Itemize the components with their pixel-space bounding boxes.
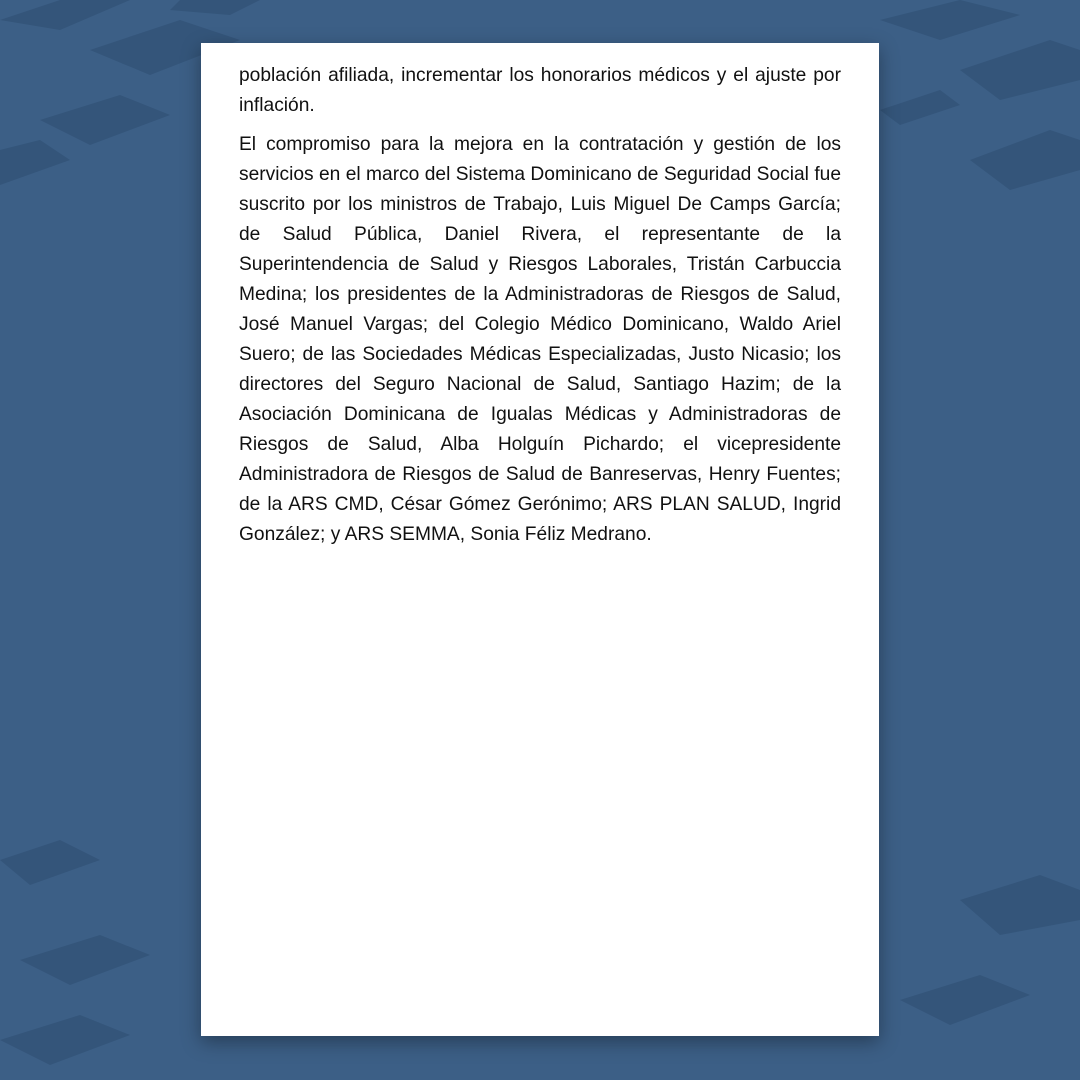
paragraph-2: El compromiso para la mejora en la contratación y gestión de los servicios en el marco del Sistema Dominicano de Seguridad Social fue suscrito por los ministros de Trabajo, Luis Miguel De Camps García; de Salud Pública, Daniel Rivera, el representante de la Superintendencia de Salud y Riesgos Laborales, Tristán Carbuccia Medina; los presidentes de la Administradoras de Riesgos de Salud, José Manuel Vargas; del Colegio Médico Dominicano, Waldo Ariel Suero; de las Sociedades Médicas Especializadas, Justo Nicasio; los directores del Seguro Nacional de Salud, Santiago Hazim; de la Asociación Dominicana de Igualas Médicas y Administradoras de Riesgos de Salud, Alba Holguín Pichardo; el vicepresidente Administradora de Riesgos de Salud de Banreservas, Henry Fuentes; de la ARS CMD, César Gómez Gerónimo; ARS PLAN SALUD, Ingrid González; y ARS SEMMA, Sonia Féliz Medrano. [239,134,841,545]
paragraph-1: población afiliada, incrementar los honorarios médicos y el ajuste por inflación. [239,65,841,116]
document-page [201,43,879,1036]
